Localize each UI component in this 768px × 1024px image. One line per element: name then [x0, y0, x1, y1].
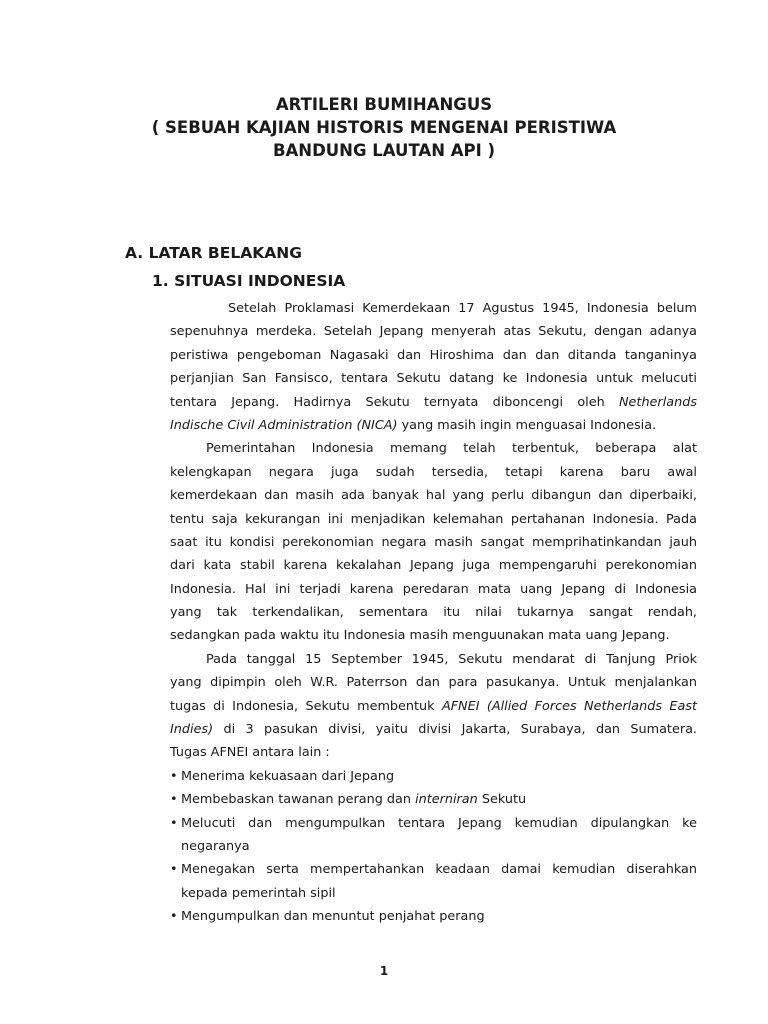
subsection-heading: 1. SITUASI INDONESIA: [152, 272, 346, 290]
paragraph-1-line: [170, 414, 697, 437]
list-item: [170, 788, 697, 811]
list-item: • Menegakan serta mempertahankan keadaan damai kemudian diserahkan: [170, 858, 697, 881]
paragraph-3-line: [170, 695, 697, 718]
list-item: • Mengumpulkan dan menuntut penjahat perang: [170, 905, 697, 928]
text-run: tentara Jepang. Hadirnya Sekutu ternyata diboncengi oleh: [170, 394, 605, 410]
text-run: Membebaskan tawanan perang dan: [181, 792, 416, 808]
section-heading: A. LATAR BELAKANG: [125, 244, 302, 262]
paragraph-3-line: Tugas AFNEI antara lain :: [170, 745, 330, 761]
document-body: [170, 297, 697, 929]
italic-text: AFNEI (Allied Forces Netherlands East: [441, 698, 698, 714]
page-number: 1: [379, 964, 389, 978]
paragraph-1-line: perjanjian San Fansisco, tentara Sekutu datang ke Indonesia untuk melucuti: [170, 371, 697, 387]
paragraph-2-line: yang tak terkendalikan, sementara itu nilai tukarnya sangat rendah,: [170, 605, 697, 621]
italic-text: Indies): [170, 722, 214, 738]
text-run: yang masih ingin menguasai Indonesia.: [397, 417, 657, 433]
paragraph-2-line: kemerdekaan dan masih ada banyak hal yang perlu dibangun dan diperbaiki,: [170, 488, 697, 504]
paragraph-2-line: Pemerintahan Indonesia memang telah terbentuk, beberapa alat: [206, 441, 697, 457]
document-title: [0, 93, 768, 162]
title-line-2: ( SEBUAH KAJIAN HISTORIS MENGENAI PERISTIWA: [151, 118, 617, 137]
paragraph-1-line: Setelah Proklamasi Kemerdekaan 17 Agustus 1945, Indonesia belum: [228, 301, 697, 316]
text-run: tugas di Indonesia, Sekutu membentuk: [170, 698, 442, 714]
paragraph-3-line: Pada tanggal 15 September 1945, Sekutu mendarat di Tanjung Priok: [206, 651, 697, 667]
text-run: di 3 pasukan divisi, yaitu divisi Jakarta, Surabaya, dan Sumatera.: [213, 722, 697, 738]
paragraph-1-line: peristiwa pengeboman Nagasaki dan Hiroshima dan dan ditanda tanganinya: [170, 347, 697, 363]
paragraph-2-line: kelengkapan negara juga sudah tersedia, tetapi karena baru awal: [170, 464, 697, 480]
paragraph-3-line: yang dipimpin oleh W.R. Paterrson dan para pasukanya. Untuk menjalankan: [170, 675, 697, 691]
paragraph-2-line: tentu saja kekurangan ini menjadikan kelemahan pertahanan Indonesia. Pada: [170, 511, 697, 527]
paragraph-2-line: dari kata stabil karena kekalahan Jepang juga mempengaruhi perekonomian: [170, 558, 697, 574]
title-line-1: ARTILERI BUMIHANGUS: [275, 95, 493, 114]
list-item-continuation: kepada pemerintah sipil: [181, 885, 336, 901]
italic-text: Netherlands: [618, 394, 697, 410]
list-item: • Melucuti dan mengumpulkan tentara Jepang kemudian dipulangkan ke: [170, 812, 697, 835]
paragraph-2-line: sedangkan pada waktu itu Indonesia masih menguunakan mata uang Jepang.: [170, 628, 670, 644]
paragraph-1-line: sepenuhnya merdeka. Setelah Jepang menyerah atas Sekutu, dengan adanya: [170, 324, 697, 340]
title-line-3: BANDUNG LAUTAN API ): [272, 141, 496, 160]
italic-text: interniran: [415, 792, 478, 808]
text-run: Sekutu: [477, 792, 527, 808]
paragraph-2-line: saat itu kondisi perekonomian negara masih sangat memprihatinkandan jauh: [170, 534, 697, 550]
list-item-continuation: negaranya: [181, 838, 250, 854]
italic-text: Indische Civil Administration (NICA): [170, 417, 398, 433]
list-item: • Menerima kekuasaan dari Jepang: [170, 765, 697, 788]
paragraph-3-line: [170, 718, 697, 741]
paragraph-2-line: Indonesia. Hal ini terjadi karena peredaran mata uang Jepang di Indonesia: [170, 581, 697, 597]
paragraph-1-line: [170, 391, 697, 414]
